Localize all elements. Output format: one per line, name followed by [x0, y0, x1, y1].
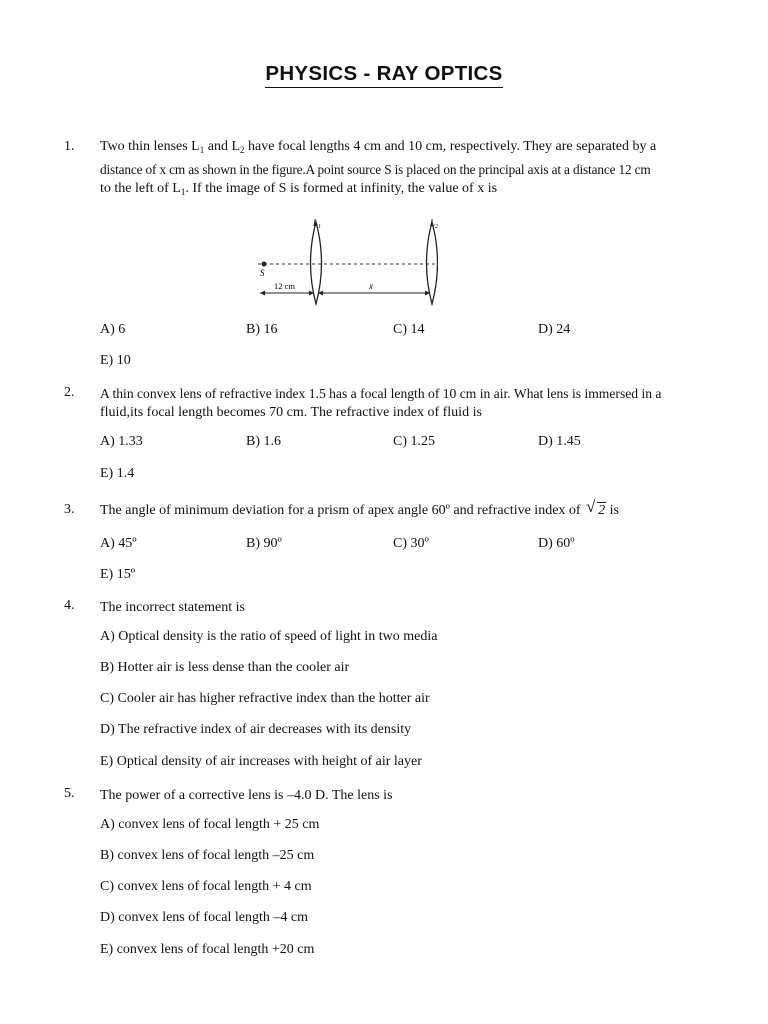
question-1-line-2: distance of x cm as shown in the figure.A point source S is placed on the principal axis at a distance 12 cm	[100, 162, 651, 177]
question-5-text: The power of a corrective lens is –4.0 D. The lens is	[100, 788, 393, 803]
q1-option-b[interactable]: B) 16	[246, 322, 278, 337]
lens-1-label: $L_1$	[313, 218, 322, 230]
question-4-text: The incorrect statement is	[100, 600, 245, 615]
q3-option-c[interactable]: C) 30º	[393, 536, 429, 551]
question-3-text: The angle of minimum deviation for a prism of apex angle 60º and refractive index of √ 2 is	[100, 497, 619, 518]
distance-x-label: x	[369, 281, 373, 291]
q4-option-c[interactable]: C) Cooler air has higher refractive index than the hotter air	[100, 691, 430, 706]
q4-option-e[interactable]: E) Optical density of air increases with height of air layer	[100, 754, 422, 769]
q5-option-e[interactable]: E) convex lens of focal length +20 cm	[100, 942, 315, 957]
q2-option-d[interactable]: D) 1.45	[538, 434, 581, 449]
question-2-line-2: fluid,its focal length becomes 70 cm. The refractive index of fluid is	[100, 405, 482, 420]
question-5-number: 5.	[64, 786, 75, 801]
q2-option-c[interactable]: C) 1.25	[393, 434, 435, 449]
lens-2	[427, 222, 438, 304]
q1-option-c[interactable]: C) 14	[393, 322, 425, 337]
q3-option-a[interactable]: A) 45º	[100, 536, 137, 551]
q3-option-e[interactable]: E) 15º	[100, 567, 136, 582]
sqrt-symbol: √ 2	[586, 497, 606, 518]
question-1-number: 1.	[64, 139, 75, 154]
question-1-line-3: to the left of $L_1$. If the image of S is formed at infinity, the value of x is	[100, 181, 498, 197]
question-2-line-1: A thin convex lens of refractive index 1.5 has a focal length of 10 cm in air. What lens is immersed in a	[100, 386, 662, 401]
question-1-line-1: Two thin lenses $L_1$ and $L_2$ have focal lengths 4 cm and 10 cm, respectively. They are separated by a	[100, 139, 657, 155]
source-label: S	[260, 268, 265, 278]
page-title	[0, 62, 768, 86]
q3-option-d[interactable]: D) 60º	[538, 536, 575, 551]
q4-option-b[interactable]: B) Hotter air is less dense than the cooler air	[100, 660, 350, 675]
question-4-number: 4.	[64, 598, 75, 613]
lens-1	[311, 222, 322, 304]
q4-option-d[interactable]: D) The refractive index of air decreases with its density	[100, 722, 412, 737]
distance-12cm-label: 12 cm	[274, 281, 296, 291]
q5-option-d[interactable]: D) convex lens of focal length –4 cm	[100, 910, 308, 925]
page-title-text: PHYSICS - RAY OPTICS	[265, 62, 502, 88]
q5-option-b[interactable]: B) convex lens of focal length –25 cm	[100, 848, 315, 863]
question-2-number: 2.	[64, 385, 75, 400]
q2-option-a[interactable]: A) 1.33	[100, 434, 143, 449]
q5-option-a[interactable]: A) convex lens of focal length + 25 cm	[100, 817, 320, 832]
q2-option-e[interactable]: E) 1.4	[100, 466, 135, 481]
question-1-text	[100, 137, 710, 202]
q3-option-b[interactable]: B) 90º	[246, 536, 282, 551]
question-3-stem: The angle of minimum deviation for a prism of apex angle 60º and refractive index of	[100, 503, 581, 518]
question-2-text	[100, 384, 710, 422]
arrow-head-left	[260, 291, 265, 296]
q1-option-e[interactable]: E) 10	[100, 353, 131, 368]
q4-option-a[interactable]: A) Optical density is the ratio of speed of light in two media	[100, 629, 438, 644]
q1-option-d[interactable]: D) 24	[538, 322, 571, 337]
q5-option-c[interactable]: C) convex lens of focal length + 4 cm	[100, 879, 312, 894]
lens-diagram	[258, 216, 438, 306]
q2-option-b[interactable]: B) 1.6	[246, 434, 281, 449]
question-3-number: 3.	[64, 502, 75, 517]
lens-2-label: $L_2$	[430, 218, 438, 230]
q1-option-a[interactable]: A) 6	[100, 322, 126, 337]
point-source	[262, 262, 267, 267]
